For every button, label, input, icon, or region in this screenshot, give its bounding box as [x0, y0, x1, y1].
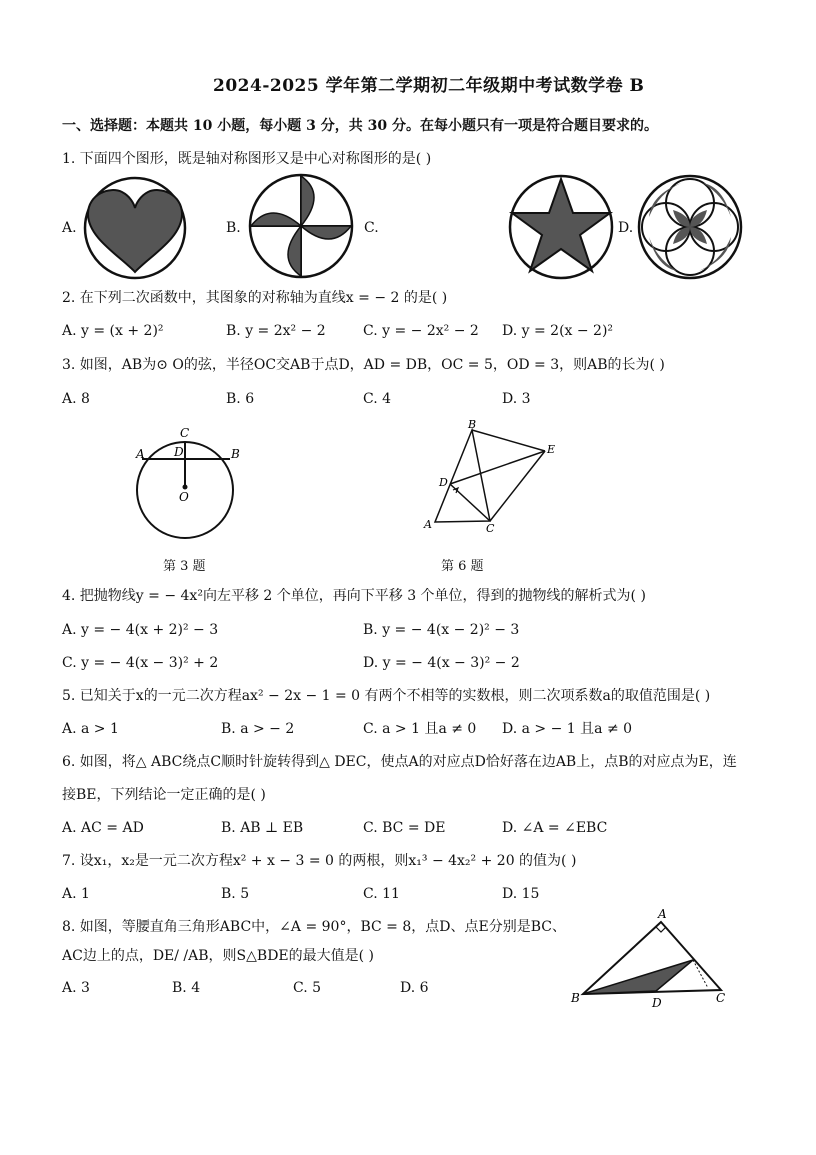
- fig8-label-c: C: [716, 991, 726, 1005]
- q1-label-b: B.: [226, 220, 241, 236]
- q7-option-a: A. 1: [62, 886, 90, 902]
- fig3-label-c: C: [180, 426, 190, 440]
- q5-option-b: B. a > − 2: [221, 721, 295, 737]
- figure-6-triangles: [420, 418, 560, 533]
- question-8-stem-line1: 8. 如图，等腰直角三角形ABC中，∠A = 90°，BC = 8，点D、点E分别是BC、: [62, 919, 566, 935]
- q2-option-d: D. y = 2(x − 2)²: [502, 323, 614, 339]
- q6-option-a: A. AC = AD: [62, 820, 144, 836]
- q1-figure-a-heart: [80, 176, 190, 280]
- fig6-label-e: E: [547, 443, 556, 456]
- question-6-stem-line2: 接BE，下列结论一定正确的是( ): [62, 787, 266, 803]
- fig8-label-a: A: [658, 907, 667, 921]
- q8-option-a: A. 3: [62, 980, 90, 996]
- q3-option-c: C. 4: [363, 391, 392, 407]
- q5-option-a: A. a > 1: [62, 721, 119, 737]
- q3-option-a: A. 8: [62, 391, 90, 407]
- q4-option-c: C. y = − 4(x − 3)² + 2: [62, 655, 219, 671]
- q4-option-d: D. y = − 4(x − 3)² − 2: [363, 655, 520, 671]
- question-1-stem: 1. 下面四个图形，既是轴对称图形又是中心对称图形的是( ): [62, 151, 432, 167]
- q5-option-d: D. a > − 1 且a ≠ 0: [502, 721, 633, 737]
- question-5-stem: 5. 已知关于x的一元二次方程ax² − 2x − 1 = 0 有两个不相等的实数根，则二次项系数a的取值范围是( ): [62, 688, 711, 704]
- fig3-label-d: D: [174, 445, 184, 459]
- q6-option-c: C. BC = DE: [363, 820, 446, 836]
- q8-option-c: C. 5: [293, 980, 322, 996]
- q1-label-d: D.: [618, 220, 634, 236]
- q6-option-b: B. AB ⊥ EB: [221, 820, 304, 836]
- fig3-label-o: O: [179, 490, 189, 504]
- q8-option-d: D. 6: [400, 980, 429, 996]
- q1-figure-d-rosette: [637, 175, 743, 279]
- fig3-label-b: B: [231, 447, 240, 461]
- q5-option-c: C. a > 1 且a ≠ 0: [363, 721, 477, 737]
- q3-option-b: B. 6: [226, 391, 255, 407]
- fig3-label-a: A: [136, 447, 145, 461]
- q1-label-c: C.: [364, 220, 379, 236]
- q6-option-d: D. ∠A = ∠EBC: [502, 820, 608, 836]
- fig6-label-b: B: [468, 418, 477, 431]
- figure-6-caption: 第 6 题: [441, 559, 484, 574]
- q4-option-b: B. y = − 4(x − 2)² − 3: [363, 622, 520, 638]
- q4-option-a: A. y = − 4(x + 2)² − 3: [62, 622, 219, 638]
- question-3-stem: 3. 如图，AB为⊙ O的弦，半径OC交AB于点D，AD = DB，OC = 5，OD = 3，则AB的长为( ): [62, 357, 665, 373]
- section-heading: 一、选择题：本题共 10 小题，每小题 3 分，共 30 分。在每小题只有一项是符合题目要求的。: [62, 118, 658, 134]
- question-4-stem: 4. 把抛物线y = − 4x²向左平移 2 个单位，再向下平移 3 个单位，得到的抛物线的解析式为( ): [62, 588, 646, 604]
- question-8-stem-line2: AC边上的点，DE/ /AB，则S△BDE的最大值是( ): [62, 948, 375, 964]
- page-title: 2024-2025 学年第二学期初二年级期中考试数学卷 B: [213, 76, 645, 96]
- q7-option-d: D. 15: [502, 886, 540, 902]
- q1-figure-b-pinwheel: [245, 174, 357, 278]
- question-7-stem: 7. 设x₁，x₂是一元二次方程x² + x − 3 = 0 的两根，则x₁³ − 4x₂² + 20 的值为( ): [62, 853, 577, 869]
- q3-option-d: D. 3: [502, 391, 531, 407]
- figure-3-circle: [128, 425, 248, 540]
- q2-option-c: C. y = − 2x² − 2: [363, 323, 479, 339]
- question-6-stem-line1: 6. 如图，将△ ABC绕点C顺时针旋转得到△ DEC，使点A的对应点D恰好落在边AB上，点B的对应点为E，连: [62, 754, 737, 770]
- fig6-label-a: A: [424, 518, 432, 531]
- q1-figure-c-star: [507, 175, 615, 279]
- fig6-label-c: C: [486, 522, 495, 535]
- q2-option-a: A. y = (x + 2)²: [62, 323, 164, 339]
- q7-option-b: B. 5: [221, 886, 250, 902]
- q2-option-b: B. y = 2x² − 2: [226, 323, 326, 339]
- fig6-label-d: D: [439, 476, 448, 489]
- q1-label-a: A.: [62, 220, 77, 236]
- figure-8-triangle: [568, 908, 748, 1013]
- fig8-label-b: B: [571, 991, 580, 1005]
- q7-option-c: C. 11: [363, 886, 400, 902]
- fig8-label-d: D: [652, 996, 662, 1010]
- q8-option-b: B. 4: [172, 980, 201, 996]
- question-2-stem: 2. 在下列二次函数中，其图象的对称轴为直线x = − 2 的是( ): [62, 290, 448, 306]
- figure-3-caption: 第 3 题: [163, 559, 206, 574]
